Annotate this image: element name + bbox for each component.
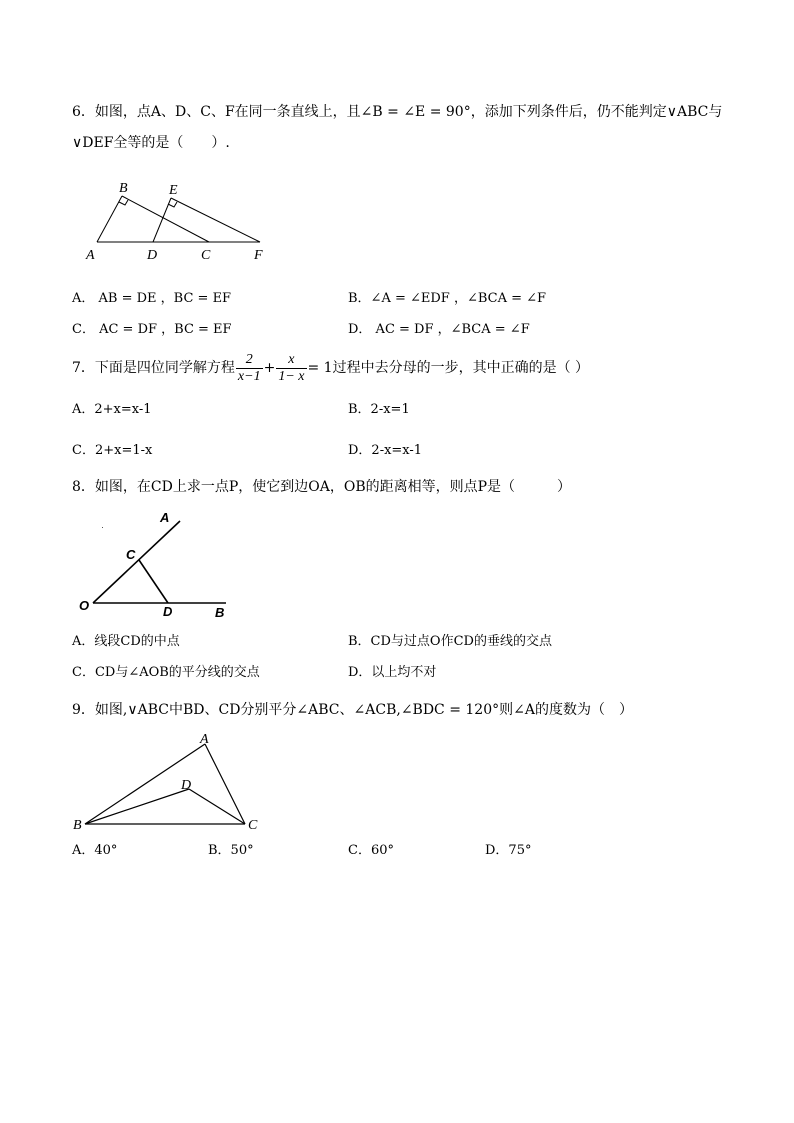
q8-option-c[interactable]: C．CD与∠AOB的平分线的交点 <box>72 665 260 680</box>
q9-label-d: D <box>181 778 192 793</box>
q9-figure <box>68 728 268 836</box>
q7-frac2-den: 1− x <box>278 368 305 384</box>
q6-label-e: E <box>169 183 178 198</box>
q6-option-d[interactable]: D． AC = DF ，∠BCA = ∠F <box>348 322 530 337</box>
q6-option-a[interactable]: A． AB = DE ，BC = EF <box>72 291 232 306</box>
q8-label-d: D <box>163 604 173 619</box>
q6-option-c[interactable]: C． AC = DF ，BC = EF <box>72 322 232 337</box>
q9-option-b[interactable]: B．50° <box>208 843 254 858</box>
q8-ray-oa <box>93 521 180 603</box>
q8-label-b: B <box>215 605 225 620</box>
q7-frac1-num: 2 <box>236 352 263 369</box>
q8-option-d[interactable]: D．以上均不对 <box>348 665 437 680</box>
q9-option-d[interactable]: D．75° <box>485 843 532 858</box>
q6-right-angle-b <box>119 200 128 205</box>
q6-figure <box>80 175 280 267</box>
q9-option-c[interactable]: C．60° <box>348 843 394 858</box>
q7-option-a[interactable]: A．2+x=x-1 <box>72 402 152 417</box>
q7-fraction-1 <box>236 352 263 385</box>
q6-label-f: F <box>254 248 263 263</box>
q6-stem-line1: 6．如图，点A、D、C、F在同一条直线上，且∠B = ∠E = 90°，添加下列条件后，仍不能判定∨ABC与 <box>72 104 723 120</box>
q8-segment-cd <box>139 560 168 603</box>
q7-option-c[interactable]: C．2+x=1-x <box>72 443 153 458</box>
q6-segment-bc <box>122 196 209 242</box>
q8-stem: 8．如图，在CD上求一点P，使它到边OA，OB的距离相等，则点P是（ ） <box>72 479 572 495</box>
q7-suffix: = 1过程中去分母的一步，其中正确的是（ ） <box>307 360 590 376</box>
q8-label-c: C <box>126 547 136 562</box>
q8-dot <box>102 527 103 528</box>
q7-frac2-num: x <box>276 352 306 369</box>
q9-label-a: A <box>200 732 209 747</box>
q6-label-a: A <box>86 248 95 263</box>
q7-plus: + <box>263 360 276 376</box>
q7-stem <box>72 350 589 386</box>
q6-label-d: D <box>147 248 158 263</box>
q9-segment-bd <box>85 789 189 824</box>
q8-label-o: O <box>79 598 90 613</box>
q6-stem-line2: ∨DEF全等的是（ ）. <box>72 135 230 151</box>
q9-label-c: C <box>248 818 258 833</box>
q8-figure <box>74 505 244 623</box>
q7-option-d[interactable]: D．2-x=x-1 <box>348 443 423 458</box>
q8-label-a: A <box>160 510 170 525</box>
q6-label-c: C <box>201 248 211 263</box>
q7-prefix: 7．下面是四位同学解方程 <box>72 360 235 376</box>
q8-option-a[interactable]: A．线段CD的中点 <box>72 634 180 649</box>
q9-stem: 9．如图,∨ABC中BD、CD分别平分∠ABC、∠ACB,∠BDC = 120°则∠A的度数为（ ） <box>72 702 633 718</box>
q6-segment-ab <box>97 196 122 242</box>
q9-option-a[interactable]: A．40° <box>72 843 118 858</box>
q7-fraction-2 <box>276 352 306 385</box>
q6-option-b[interactable]: B．∠A = ∠EDF ，∠BCA = ∠F <box>348 291 547 306</box>
q7-frac1-den: x−1 <box>237 368 261 384</box>
q8-option-b[interactable]: B．CD与过点O作CD的垂线的交点 <box>348 634 552 649</box>
q7-option-b[interactable]: B．2-x=1 <box>348 402 410 417</box>
q6-label-b: B <box>119 181 128 196</box>
q9-label-b: B <box>73 818 82 833</box>
q6-segment-ef <box>171 198 260 242</box>
